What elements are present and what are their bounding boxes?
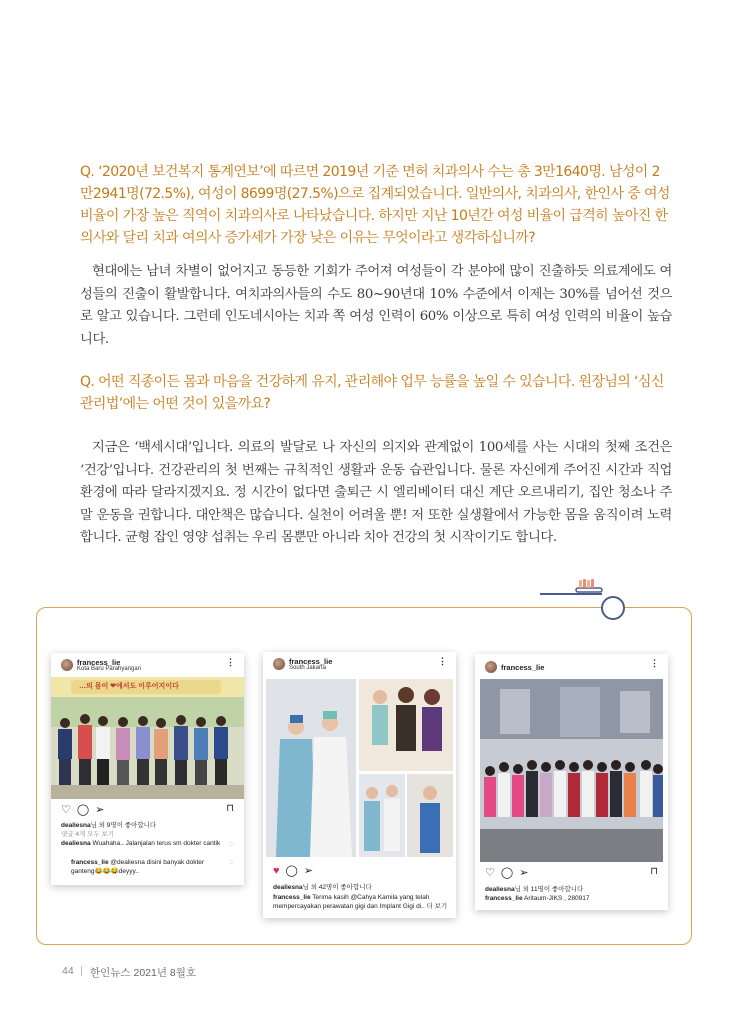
post-username[interactable]: francess_lie bbox=[501, 663, 545, 672]
instagram-post-1 bbox=[51, 653, 244, 885]
post-header bbox=[263, 652, 456, 676]
post-header bbox=[51, 653, 244, 677]
answer-2: 지금은 ‘백세시대’입니다. 의료의 발달로 나 자신의 의지와 관계없이 100세를 사는 시대의 첫째 조건은 ‘건강’입니다. 건강관리의 첫 번째는 규칙적인 생활과 운동 습관입니다. 물론 자신에게 주어진 시간과 직업 환경에 따라 달라지겠지요. 정 시간이 없다면 출퇴근 시 엘리베이터 대신 계단 오르내리기, 집안 청소나 주말 운동을 권합니다. 대안책은 많습니다. 실천이 어려울 뿐! 저 또한 실생활에서 가능한 몸을 움직이려 노력합니다. 균형 잡인 영양 섭취는 우리 몸뿐만 아니라 치아 건강의 첫 시작이기도 합니다. bbox=[80, 440, 672, 546]
bookmark-icon[interactable]: ⊓ bbox=[226, 803, 234, 814]
photo-banner-text: …의 몸이 ❤에서도 이루어지이다 bbox=[79, 683, 179, 690]
view-all-comments-link[interactable]: 댓글 4개 모두 보기 bbox=[61, 831, 114, 838]
post-photo bbox=[51, 677, 244, 799]
question-2: Q. 어떤 직종이든 몸과 마음을 건강하게 유지, 관리해야 업무 능률을 높일 수 있습니다. 원장님의 ‘심신 관리법’에는 어떤 것이 있을까요? bbox=[80, 374, 664, 412]
avatar bbox=[61, 659, 73, 671]
instagram-post-3 bbox=[475, 654, 668, 910]
heart-icon[interactable]: ♡ bbox=[61, 804, 71, 816]
instagram-post-2 bbox=[263, 652, 456, 918]
more-options-icon[interactable]: ⋮ bbox=[650, 658, 658, 668]
comment-icon[interactable]: ◯ bbox=[76, 804, 90, 816]
comment-username[interactable]: francess_lie bbox=[71, 859, 109, 866]
more-options-icon[interactable]: ⋮ bbox=[226, 657, 234, 667]
comment-reply bbox=[71, 858, 221, 876]
liked-by-user[interactable]: dealiesna bbox=[273, 884, 303, 891]
caption bbox=[273, 893, 448, 911]
toothbrush-icon bbox=[575, 576, 603, 594]
post-photo bbox=[480, 679, 663, 862]
comment-icon[interactable]: ◯ bbox=[500, 867, 514, 879]
comment-icon[interactable]: ◯ bbox=[285, 865, 298, 877]
share-icon[interactable]: ➢ bbox=[95, 804, 105, 816]
caption bbox=[485, 894, 645, 903]
post-location[interactable]: South Jakarta bbox=[289, 665, 327, 671]
likes-count-text: 님 외 42명이 좋아합니다 bbox=[302, 884, 372, 891]
likes-line bbox=[485, 884, 583, 893]
comment-username[interactable]: francess_lie bbox=[273, 894, 311, 901]
bookmark-icon[interactable]: ⊓ bbox=[650, 866, 658, 877]
post-header bbox=[475, 654, 668, 678]
liked-by-user[interactable]: dealiesna bbox=[485, 886, 515, 893]
comment-text: Terima kasih @Cahya Kamila yang telah mempercayakan perawatan gigi dan Implant Gigi di.. 더 보기 bbox=[273, 894, 448, 910]
share-icon[interactable]: ➢ bbox=[303, 865, 314, 877]
avatar bbox=[485, 661, 497, 673]
avatar bbox=[273, 658, 285, 670]
post-actions bbox=[61, 803, 110, 816]
post-location[interactable]: Kota Baru Parahyangan bbox=[77, 666, 142, 672]
comment-username[interactable]: francess_lie bbox=[485, 895, 523, 902]
likes-count-text: 님 외 11명이 좋아합니다 bbox=[514, 886, 584, 893]
likes-count-text: 님 외 9명이 좋아합니다 bbox=[90, 822, 157, 829]
share-icon[interactable]: ➢ bbox=[519, 867, 529, 879]
answer-1: 현대에는 남녀 차별이 없어지고 동등한 기회가 주어져 여성들이 각 분야에 많이 진출하듯 의료계에도 여성들의 진출이 활발합니다. 여치과의사들의 수도 80~90년대 10% 수준에서 이제는 30%를 넘어선 것으로 알고 있습니다. 그런데 인도네시아는 치과 쪽 여성 인력이 60% 이상으로 특히 여성 인력의 비율이 높습니다. bbox=[80, 264, 672, 347]
question-1: Q. ‘2020년 보건복지 통계연보’에 따르면 2019년 기준 면허 치과의사 수는 총 3만1640명. 남성이 2만2941명(72.5%), 여성이 8699명(27.5%)으로 집계되었습니다. 일반의사, 치과의사, 한인사 중 여성 비율이 가장 높은 직역이 치과의사로 나타났습니다. 하지만 지난 10년간 여성 비율이 급격히 높아진 한의사와 달리 치과 여의사 증가세가 가장 낮은 이유는 무엇이라고 생각하십니까? bbox=[80, 164, 670, 246]
decorative-circle bbox=[601, 596, 625, 620]
more-options-icon[interactable]: ⋮ bbox=[438, 656, 446, 666]
post-username[interactable]: francess_lie bbox=[77, 658, 121, 667]
page-number: 44 bbox=[62, 965, 74, 977]
footer-divider bbox=[81, 966, 82, 976]
comment bbox=[61, 839, 221, 848]
publication-name: 한인뉴스 2021년 8월호 bbox=[90, 967, 197, 979]
liked-by-user[interactable]: dealiesna bbox=[61, 822, 91, 829]
likes-line bbox=[273, 882, 372, 891]
post-photo-collage bbox=[266, 679, 453, 857]
heart-filled-icon[interactable]: ♥ bbox=[273, 865, 280, 877]
heart-icon[interactable]: ♡ bbox=[485, 867, 495, 879]
post-actions bbox=[273, 864, 319, 877]
comment-like-icon[interactable]: ♡ bbox=[228, 842, 234, 848]
comment-like-icon[interactable]: ♡ bbox=[228, 860, 234, 866]
post-username[interactable]: francess_lie bbox=[289, 657, 333, 666]
post-actions bbox=[485, 866, 534, 879]
comment-text: Wuahaha.. Jalanjalan terus sm dokter cantik bbox=[92, 840, 221, 847]
comment-text: Aritaum-JIKS , 280917 bbox=[524, 895, 590, 902]
comment-username[interactable]: dealiesna bbox=[61, 840, 91, 847]
comment-text: @dealiesna disini banyak dokter ganteng😂😂😂deyyy.. bbox=[71, 859, 205, 875]
likes-line bbox=[61, 820, 156, 829]
